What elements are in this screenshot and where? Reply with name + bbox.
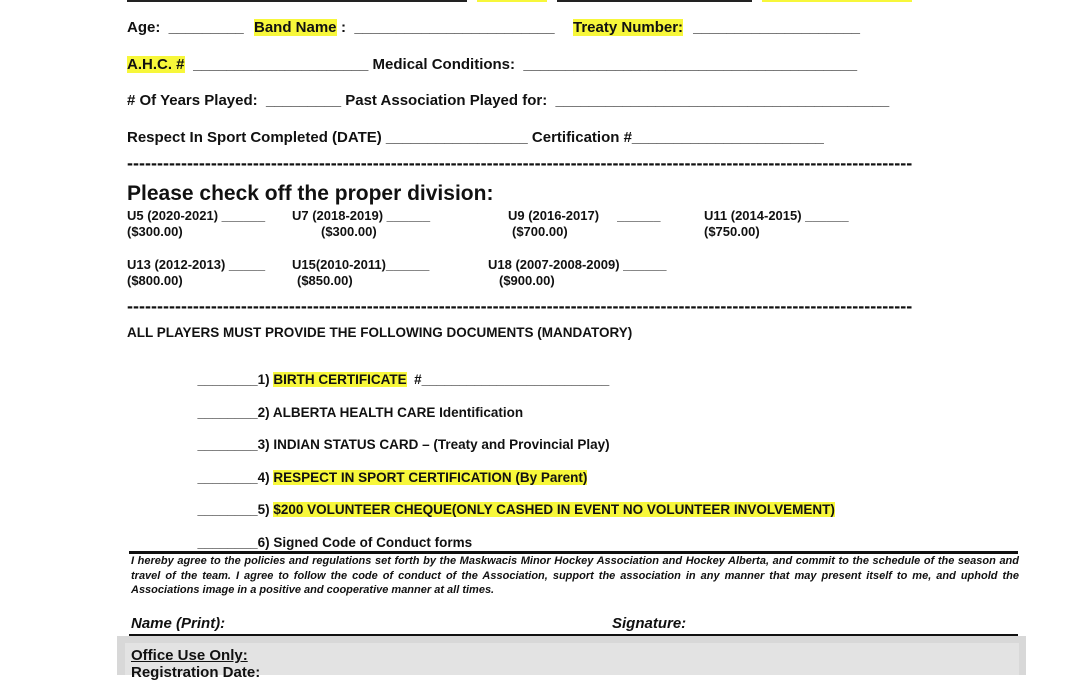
division-u9[interactable]: U9 (2016-2017) ______ <box>508 208 661 223</box>
division-u18-price: ($900.00) <box>499 273 555 288</box>
division-u5-price: ($300.00) <box>127 224 183 239</box>
division-u11-price: ($750.00) <box>704 224 760 239</box>
dashed-separator: ----------------------------------------------------------------------------------------------------------------------------------- <box>127 153 913 173</box>
years-played-field[interactable]: # Of Years Played: _________ Past Association Played for: ________________________________________ <box>127 92 890 109</box>
division-u13[interactable]: U13 (2012-2013) _____ <box>127 257 266 272</box>
division-u5[interactable]: U5 (2020-2021) ______ <box>127 208 266 223</box>
ahc-label: A.H.C. # <box>127 56 185 73</box>
document-label: INDIAN STATUS CARD – (Treaty and Provincial Play) <box>273 437 610 452</box>
top-rule <box>557 0 752 2</box>
top-rule <box>477 0 547 2</box>
respect-in-sport-field[interactable]: Respect In Sport Completed (DATE) _________________ Certification #_______________________ <box>127 129 824 146</box>
document-checkbox-line[interactable]: ________1) <box>197 372 274 387</box>
signature-label: Signature: <box>612 615 687 632</box>
office-use-heading: Office Use Only: <box>131 647 248 664</box>
document-checkbox-line[interactable]: ________6) <box>197 535 274 550</box>
band-name-field[interactable]: : ________________________ <box>341 19 555 36</box>
division-u18[interactable]: U18 (2007-2008-2009) ______ <box>488 257 667 272</box>
document-label: BIRTH CERTIFICATE <box>273 372 407 387</box>
division-u9-price: ($700.00) <box>512 224 568 239</box>
document-item[interactable] <box>190 520 472 550</box>
document-label: $200 VOLUNTEER CHEQUE(ONLY CASHED IN EVENT NO VOLUNTEER INVOLVEMENT) <box>273 502 835 517</box>
division-u7-price: ($300.00) <box>321 224 377 239</box>
registration-date-label: Registration Date: <box>131 664 261 681</box>
dashed-separator: ----------------------------------------------------------------------------------------------------------------------------------- <box>127 296 913 316</box>
document-checkbox-line[interactable]: ________5) <box>197 502 274 517</box>
treaty-number-field[interactable]: ____________________ <box>689 19 861 36</box>
document-item[interactable] <box>190 390 523 420</box>
document-item[interactable] <box>190 455 587 485</box>
division-u15[interactable]: U15(2010-2011)______ <box>292 257 430 272</box>
division-u7[interactable]: U7 (2018-2019) ______ <box>292 208 431 223</box>
division-title: Please check off the proper division: <box>127 182 494 205</box>
document-number-field[interactable]: #_________________________ <box>406 372 610 387</box>
document-checkbox-line[interactable]: ________2) <box>197 405 273 420</box>
top-rule <box>762 0 912 2</box>
document-item[interactable] <box>190 357 609 387</box>
band-name-label: Band Name <box>254 19 337 36</box>
documents-heading: ALL PLAYERS MUST PROVIDE THE FOLLOWING DOCUMENTS (MANDATORY) <box>127 325 633 340</box>
division-u13-price: ($800.00) <box>127 273 183 288</box>
document-checkbox-line[interactable]: ________3) <box>197 437 274 452</box>
agreement-text: I hereby agree to the policies and regulations set forth by the Maskwacis Minor Hockey Association and Hockey Alberta, and commit to the schedule of the season and travel of the team. I agree to follow the code of conduct of the Association, support the association in any manner that may present itself to me, and uphold the Associations image in a positive and cooperative manner at all times. <box>131 555 1019 596</box>
document-label: RESPECT IN SPORT CERTIFICATION (By Parent) <box>273 470 588 485</box>
document-label: Signed Code of Conduct forms <box>273 535 473 550</box>
ahc-medical-field[interactable]: _____________________ Medical Conditions: ________________________________________ <box>189 56 858 73</box>
division-u11[interactable]: U11 (2014-2015) ______ <box>704 208 849 223</box>
top-rule <box>127 0 467 2</box>
treaty-number-label: Treaty Number: <box>573 19 684 36</box>
division-u15-price: ($850.00) <box>297 273 353 288</box>
name-print-label: Name (Print): <box>131 615 226 632</box>
document-item[interactable] <box>190 487 835 517</box>
document-label: ALBERTA HEALTH CARE Identification <box>272 405 524 420</box>
document-item[interactable] <box>190 422 610 452</box>
document-checkbox-line[interactable]: ________4) <box>197 470 274 485</box>
age-field[interactable]: Age: _________ <box>127 19 244 36</box>
